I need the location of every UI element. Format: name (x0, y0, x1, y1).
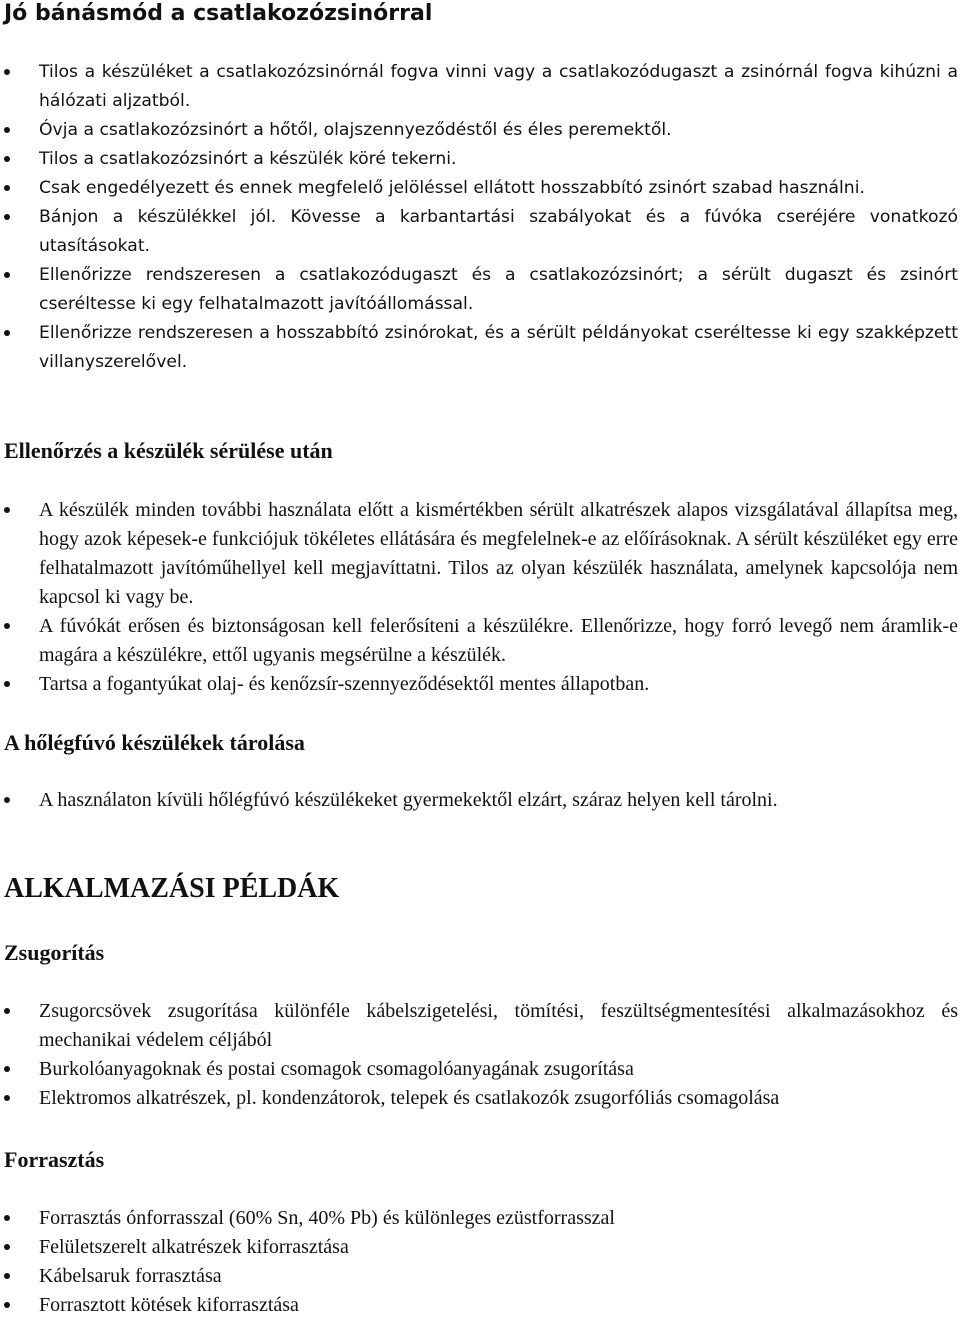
section-title-soldering: Forrasztás (4, 1147, 105, 1172)
list-item: A készülék minden további használata előtt a kismértékben sérült alkatrészek alapos vizsgálatával állapítsa meg, hogy azok képesek-e funkciójuk tökéletes ellátására és megfelelnek-e az előírásoknak. A sérült készüléket egy erre felhatalmazott javítóműhellyel kell megjavíttatni. Tilos az olyan készülék használata, amelynek kapcsolója nem kapcsol ki vagy be. (0, 496, 960, 612)
list-item: A használaton kívüli hőlégfúvó készülékeket gyermekektől elzárt, száraz helyen kell tárolni. (0, 786, 960, 815)
section-title-storage: A hőlégfúvó készülékek tárolása (4, 730, 305, 755)
list-item: Forrasztott kötések kiforrasztása (0, 1291, 960, 1320)
list-item: Burkolóanyagoknak és postai csomagok csomagolóanyagának zsugorítása (0, 1055, 960, 1084)
list-item: Bánjon a készülékkel jól. Kövesse a karbantartási szabályokat és a fúvóka cseréjére vonatkozó utasításokat. (0, 203, 960, 261)
shrinking-list (0, 997, 960, 1113)
section-title-shrinking: Zsugorítás (4, 940, 105, 965)
storage-list (0, 786, 960, 815)
main-heading-examples: ALKALMAZÁSI PÉLDÁK (4, 873, 340, 904)
list-item: Kábelsaruk forrasztása (0, 1262, 960, 1291)
list-item: Zsugorcsövek zsugorítása különféle kábelszigetelési, tömítési, feszültségmentesítési alkalmazásokhoz és mechanikai védelem céljából (0, 997, 960, 1055)
list-item: Ellenőrizze rendszeresen a hosszabbító zsinórokat, és a sérült példányokat cseréltesse ki egy szakképzett villanyszerelővel. (0, 319, 960, 377)
list-item: Ellenőrizze rendszeresen a csatlakozódugaszt és a csatlakozózsinórt; a sérült dugaszt és zsinórt cseréltesse ki egy felhatalmazott javítóállomással. (0, 261, 960, 319)
list-item: Tartsa a fogantyúkat olaj- és kenőzsír-szennyeződésektől mentes állapotban. (0, 670, 960, 699)
soldering-list (0, 1204, 960, 1320)
cord-care-list (0, 58, 960, 377)
list-item: Elektromos alkatrészek, pl. kondenzátorok, telepek és csatlakozók zsugorfóliás csomagolása (0, 1084, 960, 1113)
list-item: Csak engedélyezett és ennek megfelelő jelöléssel ellátott hosszabbító zsinórt szabad használni. (0, 174, 960, 203)
list-item: Felületszerelt alkatrészek kiforrasztása (0, 1233, 960, 1262)
damage-check-list (0, 496, 960, 699)
section-title-damage-check: Ellenőrzés a készülék sérülése után (4, 438, 333, 463)
list-item: Óvja a csatlakozózsinórt a hőtől, olajszennyeződéstől és éles peremektől. (0, 116, 960, 145)
list-item: A fúvókát erősen és biztonságosan kell felerősíteni a készülékre. Ellenőrizze, hogy forró levegő nem áramlik-e magára a készülékre, ettől ugyanis megsérülne a készülék. (0, 612, 960, 670)
list-item: Tilos a készüléket a csatlakozózsinórnál fogva vinni vagy a csatlakozódugaszt a zsinórnál fogva kihúzni a hálózati aljzatból. (0, 58, 960, 116)
section-title-cord-care: Jó bánásmód a csatlakozózsinórral (4, 1, 433, 26)
list-item: Forrasztás ónforrasszal (60% Sn, 40% Pb) és különleges ezüstforrasszal (0, 1204, 960, 1233)
list-item: Tilos a csatlakozózsinórt a készülék köré tekerni. (0, 145, 960, 174)
